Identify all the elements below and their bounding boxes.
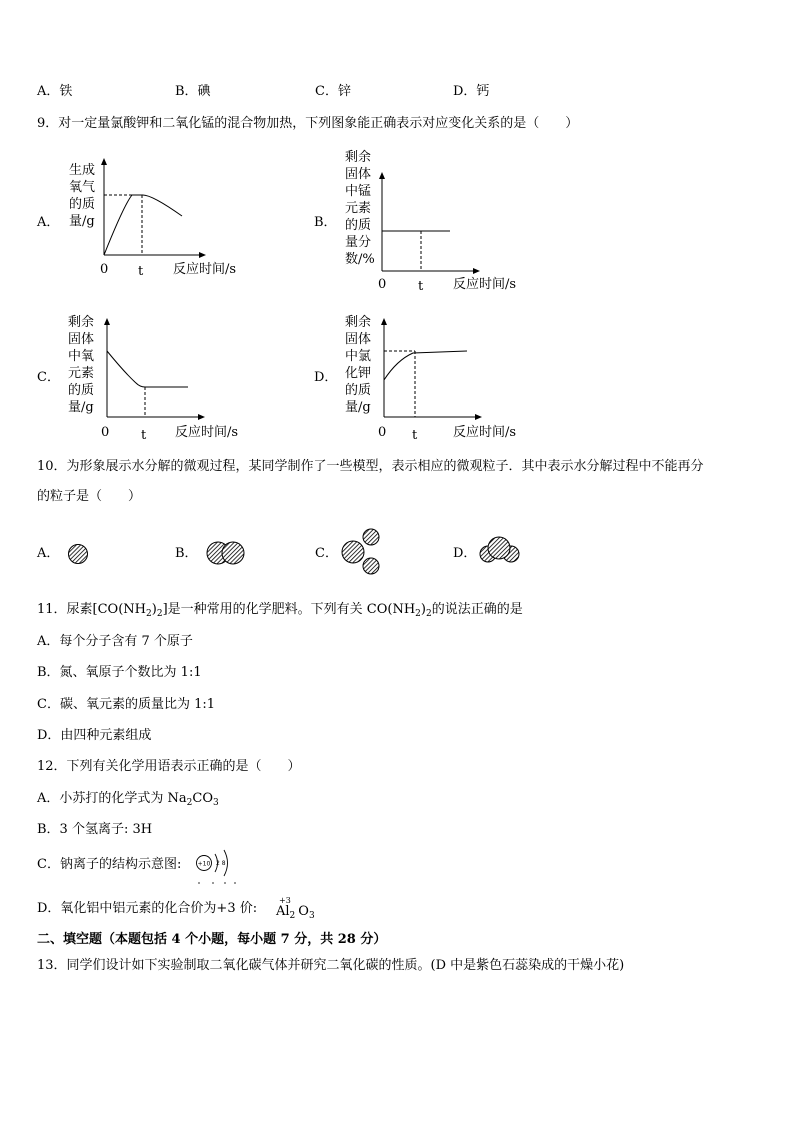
q10-option-b-molecule	[204, 538, 248, 568]
q9-graph-c-letter: C．	[37, 370, 60, 385]
q10-option-b-letter: B．	[175, 546, 198, 561]
q11-option-b: B．氮、氧原子个数比为 1:1	[37, 665, 202, 680]
q10-option-a-letter: A．	[37, 546, 60, 561]
q10-option-c-atoms	[338, 526, 384, 578]
q9-graph-a-t: t	[138, 264, 144, 279]
q9-graph-b-xlabel: 反应时间/s	[453, 277, 517, 292]
q10-stem-line1: 10．为形象展示水分解的微观过程，某同学制作了一些模型，表示相应的微观粒子．其中表示水分解过程中不能再分	[37, 459, 704, 474]
q8-option-b: B．碘	[175, 84, 211, 99]
q9-graph-c-xlabel: 反应时间/s	[175, 425, 239, 440]
q9-graph-d-letter: D．	[314, 370, 338, 385]
q9-graph-a-plot	[96, 158, 206, 258]
q10-option-d-molecule	[479, 532, 521, 570]
q10-option-a-atom	[66, 542, 92, 566]
q11-option-a: A．每个分子含有 7 个原子	[37, 634, 193, 649]
q11-option-d: D．由四种元素组成	[37, 728, 152, 743]
q9-graph-b-plot	[375, 172, 480, 274]
q8-option-d: D．钙	[453, 84, 490, 99]
q9-graph-c-plot	[100, 318, 205, 420]
q12-stem: 12．下列有关化学用语表示正确的是（ ）	[37, 759, 301, 774]
q10-option-c-letter: C．	[315, 546, 338, 561]
q9-graph-b-ylabel: 剩余 固体 中锰 元素 的质 量分 数/%	[345, 150, 375, 267]
q12-option-d-formula: +3 $Al_2$ $O_3$	[276, 896, 315, 921]
q9-graph-c-t: t	[141, 428, 147, 443]
q9-graph-a-zero: 0	[100, 262, 109, 277]
q9-graph-d-t: t	[412, 428, 418, 443]
sodium-ion-nucleus-label: +10	[197, 860, 211, 868]
q12-option-d: D．氧化铝中铝元素的化合价为+3 价:	[37, 901, 258, 916]
q9-graph-a-ylabel: 生成 氧气 的质 量/g	[69, 163, 96, 229]
q10-option-d-letter: D．	[453, 546, 477, 561]
q12-option-c: C．钠离子的结构示意图:	[37, 857, 182, 872]
q12-option-a: A．小苏打的化学式为 $Na_2CO_3$	[37, 791, 219, 808]
q12-option-b: B．3 个氢离子: 3H	[37, 822, 153, 837]
q9-graph-c-zero: 0	[101, 425, 110, 440]
sodium-ion-diagram	[194, 846, 246, 886]
q9-graph-b-letter: B．	[314, 215, 337, 230]
q9-graph-a-xlabel: 反应时间/s	[173, 262, 237, 277]
q9-graph-c-ylabel: 剩余 固体 中氧 元素 的质 量/g	[68, 315, 95, 415]
q9-graph-d-zero: 0	[378, 425, 387, 440]
q8-option-a: A．铁	[37, 84, 73, 99]
q9-graph-d-plot	[377, 318, 482, 420]
q9-graph-d-xlabel: 反应时间/s	[453, 425, 517, 440]
q8-option-c: C．锌	[315, 84, 351, 99]
q9-graph-b-zero: 0	[378, 277, 387, 292]
q9-stem: 9．对一定量氯酸钾和二氧化锰的混合物加热，下列图象能正确表示对应变化关系的是（ ）	[37, 116, 579, 131]
sodium-ion-shell-label: 2 8	[216, 860, 226, 867]
q9-graph-a-letter: A．	[37, 215, 60, 230]
q11-option-c: C．碳、氧元素的质量比为 1:1	[37, 697, 216, 712]
q13-stem: 13．同学们设计如下实验制取二氧化碳气体并研究二氧化碳的性质。(D 中是紫色石蕊染成的干燥小花)	[37, 958, 625, 973]
section-2-heading: 二、填空题（本题包括 4 个小题，每小题 7 分，共 28 分）	[37, 932, 387, 947]
q9-graph-b-t: t	[418, 279, 424, 294]
q11-stem: 11．尿素$[CO(NH_2)_2]$是一种常用的化学肥料。下列有关 $CO(NH_2)_2$的说法正确的是	[37, 602, 523, 619]
q10-stem-line2: 的粒子是（ ）	[37, 489, 142, 504]
q9-graph-d-ylabel: 剩余 固体 中氯 化钾 的质 量/g	[345, 315, 372, 415]
